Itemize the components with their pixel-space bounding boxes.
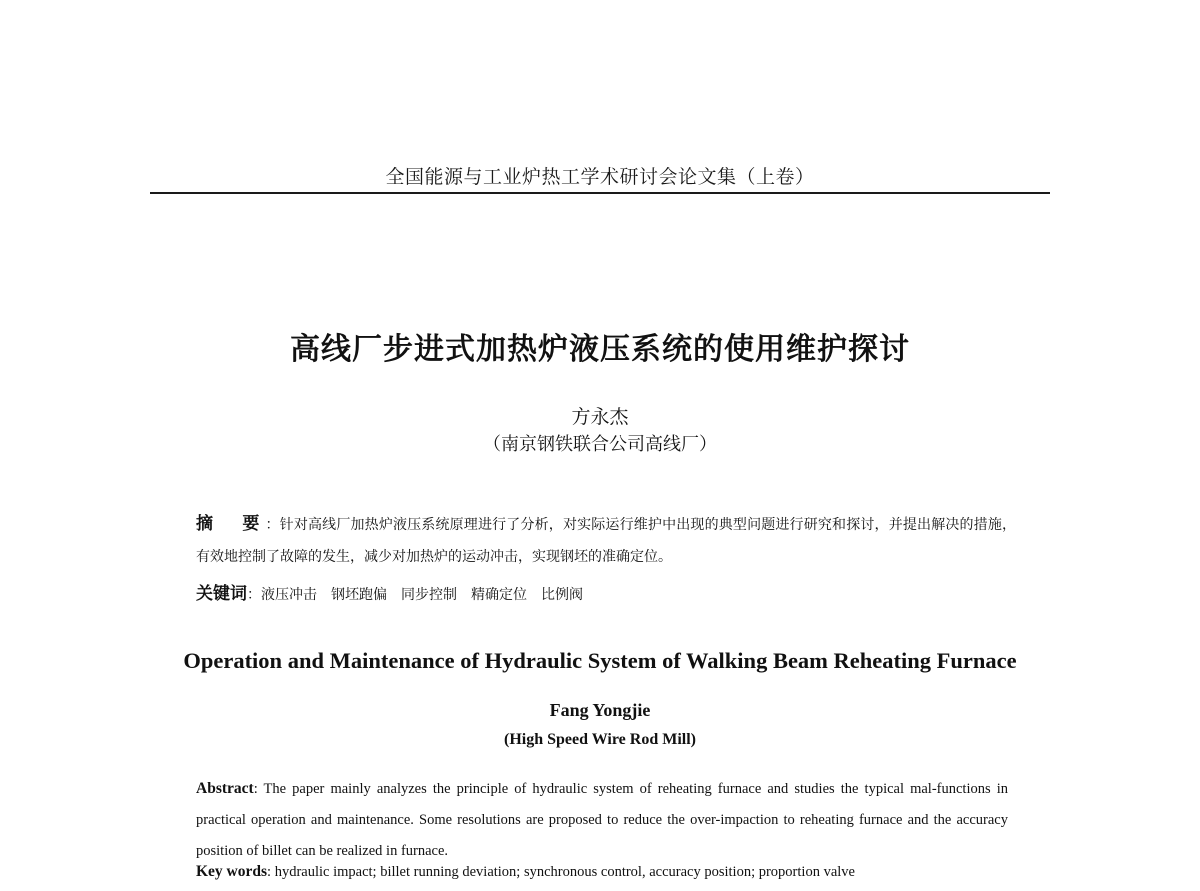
abstract-zh-label: 摘 要 [196, 514, 266, 534]
abstract-zh-sep: ： [265, 517, 280, 533]
author-en: Fang Yongjie [549, 700, 651, 720]
keyword-zh-item: 精确定位 [471, 587, 527, 603]
keyword-zh-item: 液压冲击 [261, 587, 317, 603]
abstract-en-sep: : [253, 781, 264, 797]
keywords-zh-sep: ： [247, 587, 261, 603]
keywords-zh [196, 580, 1016, 609]
keywords-en-sep: : [267, 864, 275, 880]
paper-title-en: Operation and Maintenance of Hydraulic System of Walking Beam Reheating Furnace [183, 648, 1017, 673]
affiliation-en: (High Speed Wire Rod Mill) [503, 731, 696, 748]
abstract-en-text: The paper mainly analyzes the principle of hydraulic system of reheating furnace and studies the typical mal-functions in practical operation and maintenance. Some resolutions are proposed to reduce the over-impaction to reheating furnace and the accuracy position of billet can be realized in furnace. [196, 781, 1008, 859]
keywords-en [196, 858, 1016, 886]
paper-title-zh: 高线厂步进式加热炉液压系统的使用维护探讨 [290, 332, 910, 367]
abstract-zh-text: 针对高线厂加热炉液压系统原理进行了分析，对实际运行维护中出现的典型问题进行研究和探讨，并提出解决的措施，有效地控制了故障的发生，减少对加热炉的运动冲击，实现钢坯的准确定位。 [196, 517, 1017, 565]
header-rule [150, 192, 1050, 194]
keyword-zh-item: 钢坯跑偏 [331, 587, 387, 603]
abstract-en [196, 773, 1008, 867]
abstract-zh [196, 508, 1016, 573]
keywords-zh-label: 关键词 [196, 584, 247, 604]
keyword-zh-item: 比例阀 [541, 587, 583, 603]
affiliation-zh: （南京钢铁联合公司高线厂） [483, 434, 717, 455]
keyword-zh-item: 同步控制 [401, 587, 457, 603]
keywords-en-text: hydraulic impact; billet running deviation; synchronous control, accuracy position; proportion valve [274, 864, 855, 880]
keywords-en-label: Key words [196, 863, 268, 880]
running-header: 全国能源与工业炉热工学术研讨会论文集（上卷） [385, 166, 815, 188]
abstract-en-label: Abstract [196, 780, 254, 797]
author-zh: 方永杰 [571, 406, 629, 428]
